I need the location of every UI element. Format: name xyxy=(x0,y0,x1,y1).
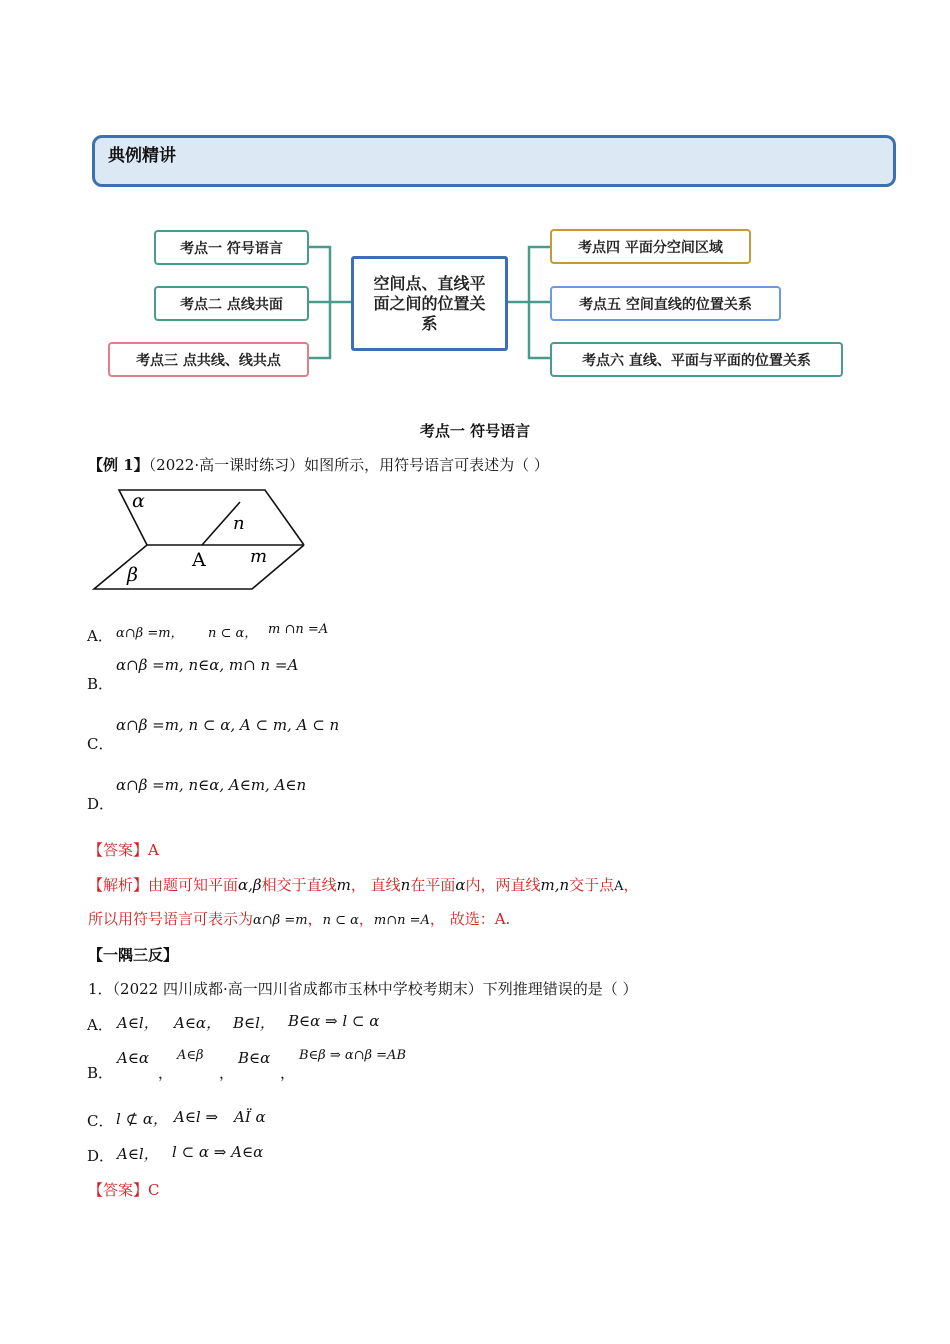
q1-option-b-part: A∈β xyxy=(177,1048,204,1063)
analysis-text: 由题可知平面 xyxy=(148,876,239,894)
q1-option-d-label: D． xyxy=(87,1147,115,1165)
analysis-math: α,β xyxy=(238,876,262,894)
q1-option-c-part: l ⊄ α， xyxy=(116,1110,169,1128)
n-label: n xyxy=(233,513,245,534)
analysis-math: α xyxy=(455,876,466,894)
mindmap-node-topic-4: 考点四 平面分空间区域 xyxy=(550,229,751,264)
q1-option-a-part: A∈l， xyxy=(117,1014,159,1032)
mindmap-node-topic-1: 考点一 符号语言 xyxy=(154,230,309,265)
mindmap-node-topic-6: 考点六 直线、平面与平面的位置关系 xyxy=(550,342,843,377)
option-c-expr: α∩β =m, n ⊂ α, A ⊂ m, A ⊂ n xyxy=(116,716,340,734)
analysis-math: A xyxy=(614,879,624,894)
analysis-text: 在平面 xyxy=(410,876,456,894)
analysis-math: m∩n =A xyxy=(373,913,430,928)
practice-q1-question: 1．（2022 四川成都·高一四川省成都市玉林中学校考期末）下列推理错误的是（ ） xyxy=(88,980,638,998)
analysis-tag: 【解析】 xyxy=(88,876,149,894)
q1-option-d-part: l ⊂ α ⇒ A∈α xyxy=(172,1143,264,1161)
analysis-line-1 xyxy=(88,875,639,897)
mindmap-center-node: 空间点、直线平面之间的位置关系 xyxy=(351,256,508,351)
option-a-label: A． xyxy=(87,627,113,645)
planes-figure xyxy=(90,486,315,594)
example-answer xyxy=(88,840,159,860)
beta-label: β xyxy=(127,564,138,586)
analysis-text: ， 故选：A. xyxy=(429,910,511,928)
example-1-question xyxy=(88,455,549,475)
analysis-text: ， xyxy=(623,876,639,894)
option-c-label: C． xyxy=(87,735,114,753)
q1-option-d-part: A∈l， xyxy=(117,1145,159,1163)
analysis-text: 交于点 xyxy=(569,876,615,894)
q1-option-b-part: B∈β ⇒ α∩β =AB xyxy=(299,1048,407,1063)
q1-option-b-part: ， xyxy=(219,1064,235,1082)
option-b-label: B． xyxy=(87,675,114,693)
analysis-text: 相交于直线 xyxy=(261,876,337,894)
analysis-line-2 xyxy=(88,909,510,931)
analysis-text: 内，两直线 xyxy=(465,876,541,894)
analysis-text: ， xyxy=(307,910,323,928)
practice-header: 【一隅三反】 xyxy=(88,946,179,964)
q1-option-b-part: ， xyxy=(158,1064,174,1082)
analysis-math: α∩β =m xyxy=(253,913,308,928)
banner-title: 典例精讲 xyxy=(108,146,176,166)
option-d-expr: α∩β =m, n∈α, A∈m, A∈n xyxy=(116,776,307,794)
m-label: m xyxy=(250,546,268,567)
q1-option-a-part: A∈α， xyxy=(174,1014,222,1032)
q1-option-b-label: B． xyxy=(87,1064,114,1082)
option-a-part-2: n ⊂ α， xyxy=(208,626,258,641)
analysis-text: ， xyxy=(358,910,374,928)
q1-option-a-part: B∈l， xyxy=(233,1014,275,1032)
answer-value: A xyxy=(148,841,159,859)
q1-answer-tag: 【答案】 xyxy=(88,1181,149,1199)
answer-tag: 【答案】 xyxy=(88,841,149,859)
option-a-part-3: m ∩n =A xyxy=(268,622,329,637)
analysis-math: n xyxy=(400,876,411,894)
point-a-label: A xyxy=(192,549,206,571)
q1-option-c-label: C． xyxy=(87,1112,114,1130)
q1-option-c-part: AÏ α xyxy=(234,1108,266,1126)
q1-answer-value: C xyxy=(148,1181,160,1199)
section-title: 考点一 符号语言 xyxy=(419,422,531,440)
analysis-math: n ⊂ α xyxy=(322,913,359,928)
q1-answer xyxy=(88,1180,160,1200)
analysis-text: ， 直线 xyxy=(350,876,401,894)
option-a-part-1: α∩β =m， xyxy=(116,626,184,641)
analysis-math: m xyxy=(336,876,351,894)
q1-option-b-part: A∈α xyxy=(117,1049,150,1067)
option-d-label: D． xyxy=(87,795,115,813)
q1-option-b-part: B∈α xyxy=(238,1049,271,1067)
example-question-text: （2022·高一课时练习）如图所示，用符号语言可表述为（ ） xyxy=(148,456,549,474)
analysis-text: 所以用符号语言可表示为 xyxy=(88,910,254,928)
q1-option-a-label: A． xyxy=(87,1016,113,1034)
mindmap-node-topic-3: 考点三 点共线、线共点 xyxy=(108,342,309,377)
q1-option-a-part: B∈α ⇒ l ⊂ α xyxy=(288,1012,380,1030)
mindmap-node-topic-5: 考点五 空间直线的位置关系 xyxy=(550,286,781,321)
option-b-expr: α∩β =m, n∈α, m∩ n =A xyxy=(116,656,299,674)
alpha-label: α xyxy=(132,490,145,512)
example-tag: 【例 1】 xyxy=(88,456,149,474)
mindmap-node-topic-2: 考点二 点线共面 xyxy=(154,286,309,321)
q1-option-c-part: A∈l ⇒ xyxy=(174,1108,219,1126)
analysis-math: m,n xyxy=(540,876,570,894)
q1-option-b-part: ， xyxy=(280,1064,296,1082)
